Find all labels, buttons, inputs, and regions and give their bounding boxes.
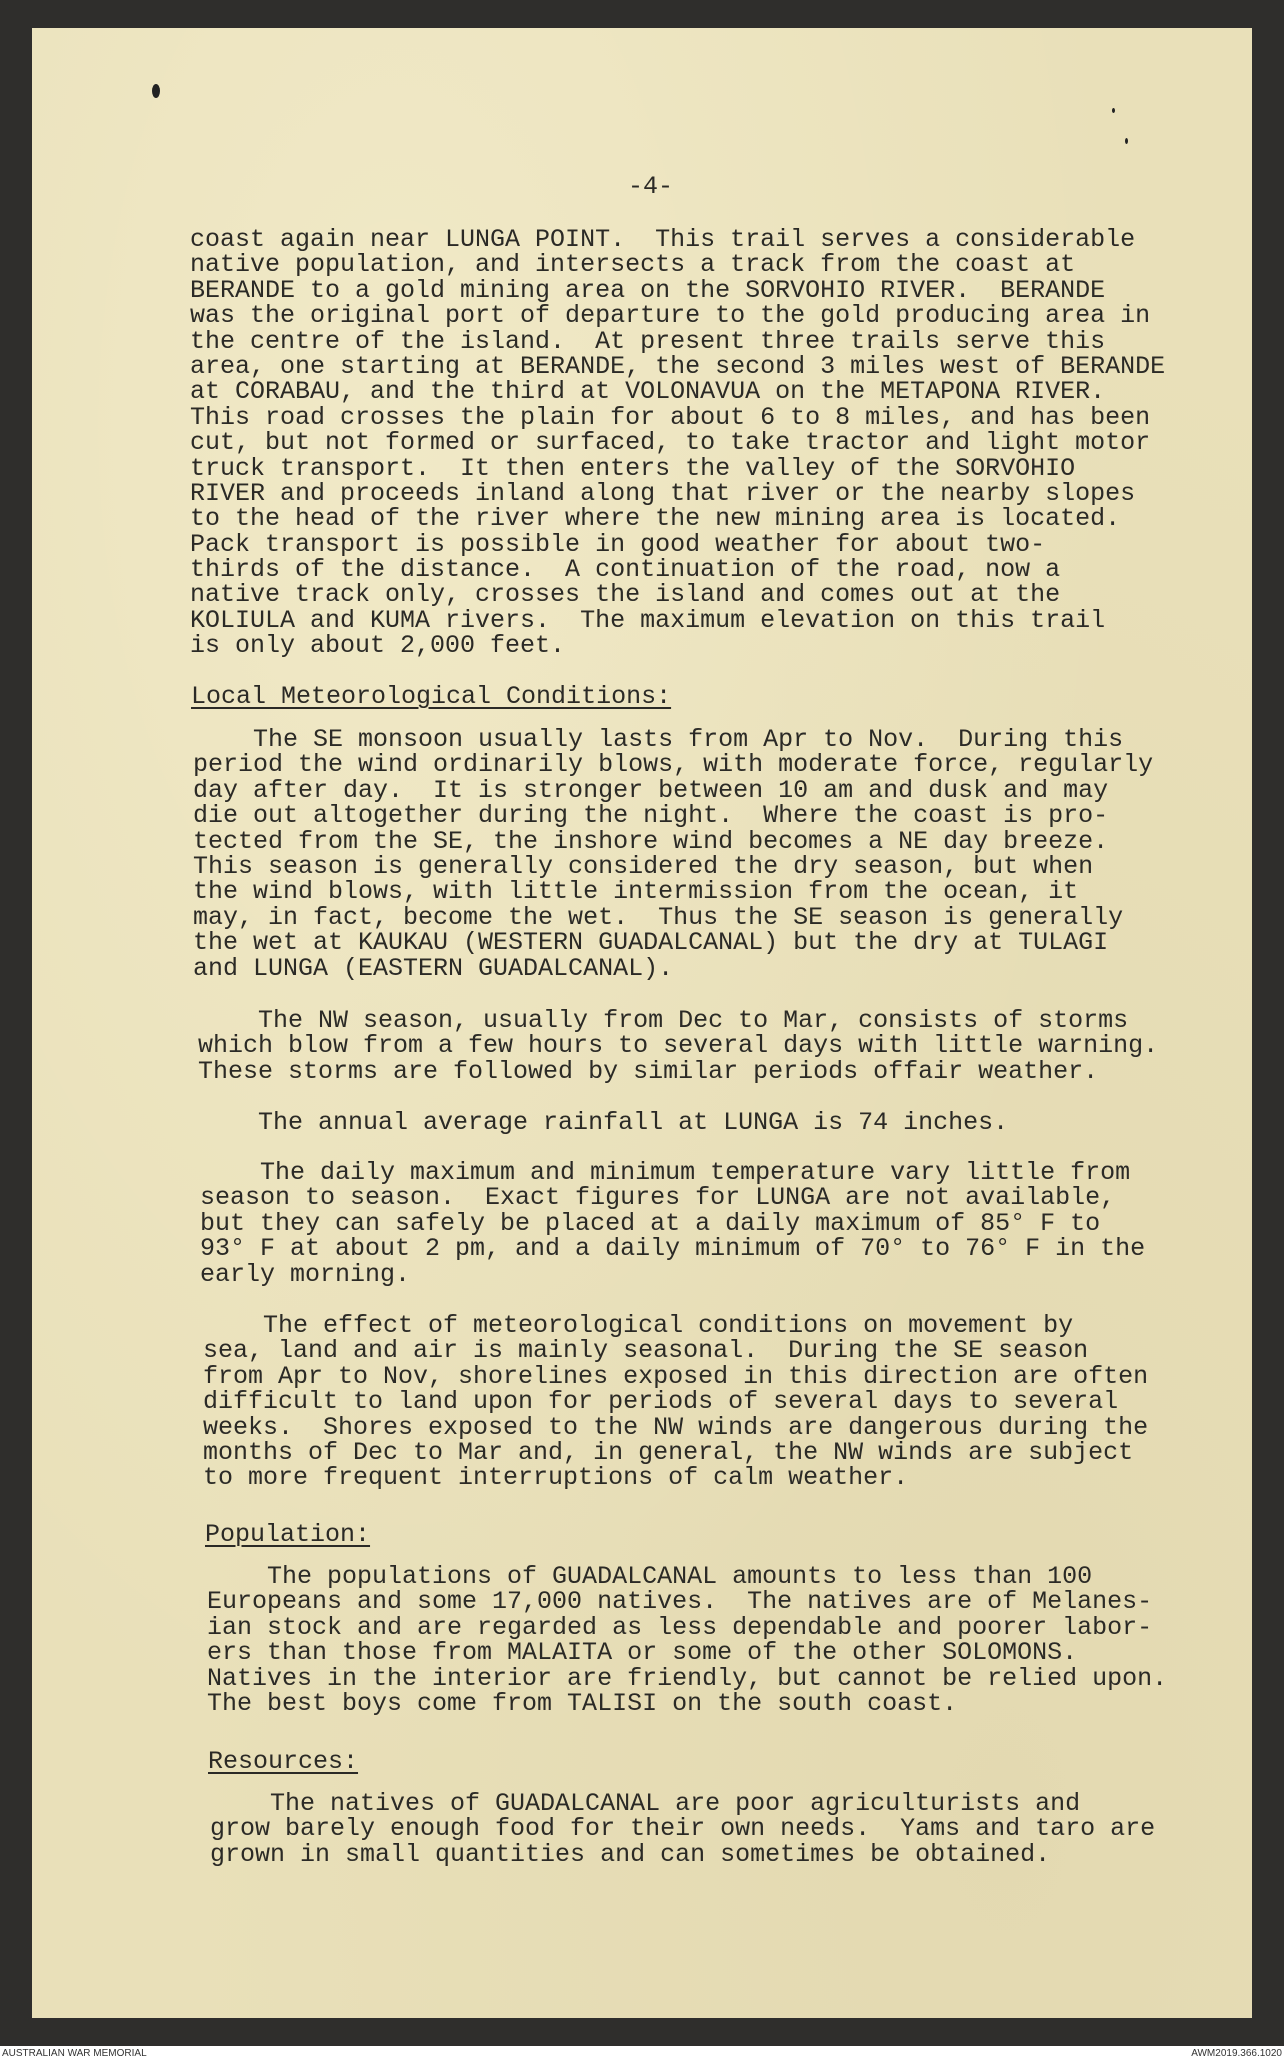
text-line: season to season. Exact figures for LUNGA are not available, — [200, 1183, 1116, 1213]
text-line: The effect of meteorological conditions on movement by — [203, 1311, 1074, 1340]
text-line: tected from the SE, the inshore wind becomes a NE day breeze. — [193, 826, 1109, 856]
text-line: at CORABAU, and the third at VOLONAVUA on the METAPONA RIVER. — [190, 377, 1106, 407]
ink-speck — [1125, 138, 1128, 144]
text-line: native population, and intersects a track from the coast at — [190, 250, 1076, 280]
footer-bar — [0, 2046, 1284, 2061]
text-line: difficult to land upon for periods of several days to several — [203, 1387, 1119, 1417]
text-line: coast again near LUNGA POINT. This trail serves a considerable — [190, 225, 1136, 254]
text-line: The populations of GUADALCANAL amounts to less than 100 — [207, 1562, 1093, 1591]
text-line: The SE monsoon usually lasts from Apr to Nov. During this — [193, 725, 1124, 754]
text-line: period the wind ordinarily blows, with moderate force, regularly — [193, 750, 1154, 780]
text-line: sea, land and air is mainly seasonal. During the SE season — [203, 1336, 1089, 1366]
footer-institution: AUSTRALIAN WAR MEMORIAL — [2, 2048, 147, 2059]
text-line: weeks. Shores exposed to the NW winds are dangerous during the — [203, 1412, 1149, 1442]
heading-text: Population: — [205, 1520, 371, 1549]
text-line: and LUNGA (EASTERN GUADALCANAL). — [193, 953, 674, 983]
text-line: may, in fact, become the wet. Thus the SE season is generally — [193, 902, 1124, 932]
text-line: the wet at KAUKAU (WESTERN GUADALCANAL) but the dry at TULAGI — [193, 928, 1109, 958]
paragraph-rainfall — [198, 1110, 1008, 1135]
page-number: -4- — [628, 172, 674, 201]
text-line: months of Dec to Mar and, in general, the NW winds are subject — [203, 1437, 1134, 1467]
text-line: The daily maximum and minimum temperature vary little from — [200, 1158, 1131, 1187]
text-line: RIVER and proceeds inland along that river or the nearby slopes — [190, 478, 1136, 508]
paragraph-resources — [210, 1791, 1155, 1867]
text-line: The NW season, usually from Dec to Mar, consists of storms — [198, 1006, 1129, 1035]
text-line: cut, but not formed or surfaced, to take tractor and light motor — [190, 428, 1151, 458]
text-line: This road crosses the plain for about 6 to 8 miles, and has been — [190, 402, 1151, 432]
text-line: Pack transport is possible in good weather for about two- — [190, 529, 1046, 559]
text-line: Europeans and some 17,000 natives. The natives are of Melanes- — [207, 1587, 1153, 1617]
text-line: The best boys come from TALISI on the south coast. — [207, 1688, 958, 1718]
text-line: to the head of the river where the new mining area is located. — [190, 504, 1121, 534]
text-line: die out altogether during the night. Where the coast is pro- — [193, 801, 1109, 831]
text-line: KOLIULA and KUMA rivers. The maximum elevation on this trail — [190, 605, 1106, 635]
text-line: grow barely enough food for their own needs. Yams and taro are — [210, 1814, 1156, 1844]
text-line: native track only, crosses the island and comes out at the — [190, 580, 1061, 610]
text-line: from Apr to Nov, shorelines exposed in this direction are often — [203, 1361, 1149, 1391]
text-line: day after day. It is stronger between 10 am and dusk and may — [193, 775, 1109, 805]
text-line: is only about 2,000 feet. — [190, 631, 566, 661]
text-line: Natives in the interior are friendly, but cannot be relied upon. — [207, 1663, 1168, 1693]
paragraph-population — [207, 1564, 1167, 1716]
text-line: but they can safely be placed at a daily maximum of 85° F to — [200, 1208, 1101, 1238]
text-line: to more frequent interruptions of calm weather. — [203, 1463, 909, 1493]
ink-blot — [152, 84, 160, 98]
text-line: which blow from a few hours to several days with little warning. — [198, 1031, 1159, 1061]
text-line: early morning. — [200, 1259, 411, 1289]
paragraph-trails — [190, 227, 1165, 659]
paragraph-se-monsoon — [193, 727, 1153, 981]
paragraph-temperature — [200, 1160, 1145, 1287]
heading-population — [205, 1522, 370, 1547]
text-line: the centre of the island. At present three trails serve this — [190, 326, 1106, 356]
heading-meteorology — [191, 684, 671, 709]
footer-accession-number: AWM2019.366.1020 — [1191, 2048, 1282, 2059]
heading-resources — [208, 1749, 358, 1774]
text-line: BERANDE to a gold mining area on the SORVOHIO RIVER. BERANDE — [190, 275, 1106, 305]
text-line: This season is generally considered the dry season, but when — [193, 851, 1094, 881]
text-line: area, one starting at BERANDE, the second 3 miles west of BERANDE — [190, 351, 1166, 381]
text-line: ian stock and are regarded as less dependable and poorer labor- — [207, 1612, 1153, 1642]
text-line: The annual average rainfall at LUNGA is 74 inches. — [198, 1108, 1009, 1137]
text-line: These storms are followed by similar periods offair weather. — [198, 1056, 1099, 1086]
text-line: was the original port of departure to the gold producing area in — [190, 301, 1151, 331]
paragraph-nw-season — [198, 1008, 1158, 1084]
heading-text: Resources: — [208, 1747, 359, 1776]
text-line: grown in small quantities and can sometimes be obtained. — [210, 1839, 1051, 1869]
text-line: thirds of the distance. A continuation of the road, now a — [190, 555, 1061, 585]
text-line: The natives of GUADALCANAL are poor agriculturists and — [210, 1789, 1081, 1818]
ink-speck — [1112, 108, 1115, 113]
text-line: ers than those from MALAITA or some of the other SOLOMONS. — [207, 1638, 1078, 1668]
text-line: the wind blows, with little intermission from the ocean, it — [193, 877, 1079, 907]
text-line: truck transport. It then enters the valley of the SORVOHIO — [190, 453, 1076, 483]
text-line: 93° F at about 2 pm, and a daily minimum of 70° to 76° F in the — [200, 1234, 1146, 1264]
heading-text: Local Meteorological Conditions: — [191, 682, 672, 711]
paragraph-movement — [203, 1313, 1148, 1491]
